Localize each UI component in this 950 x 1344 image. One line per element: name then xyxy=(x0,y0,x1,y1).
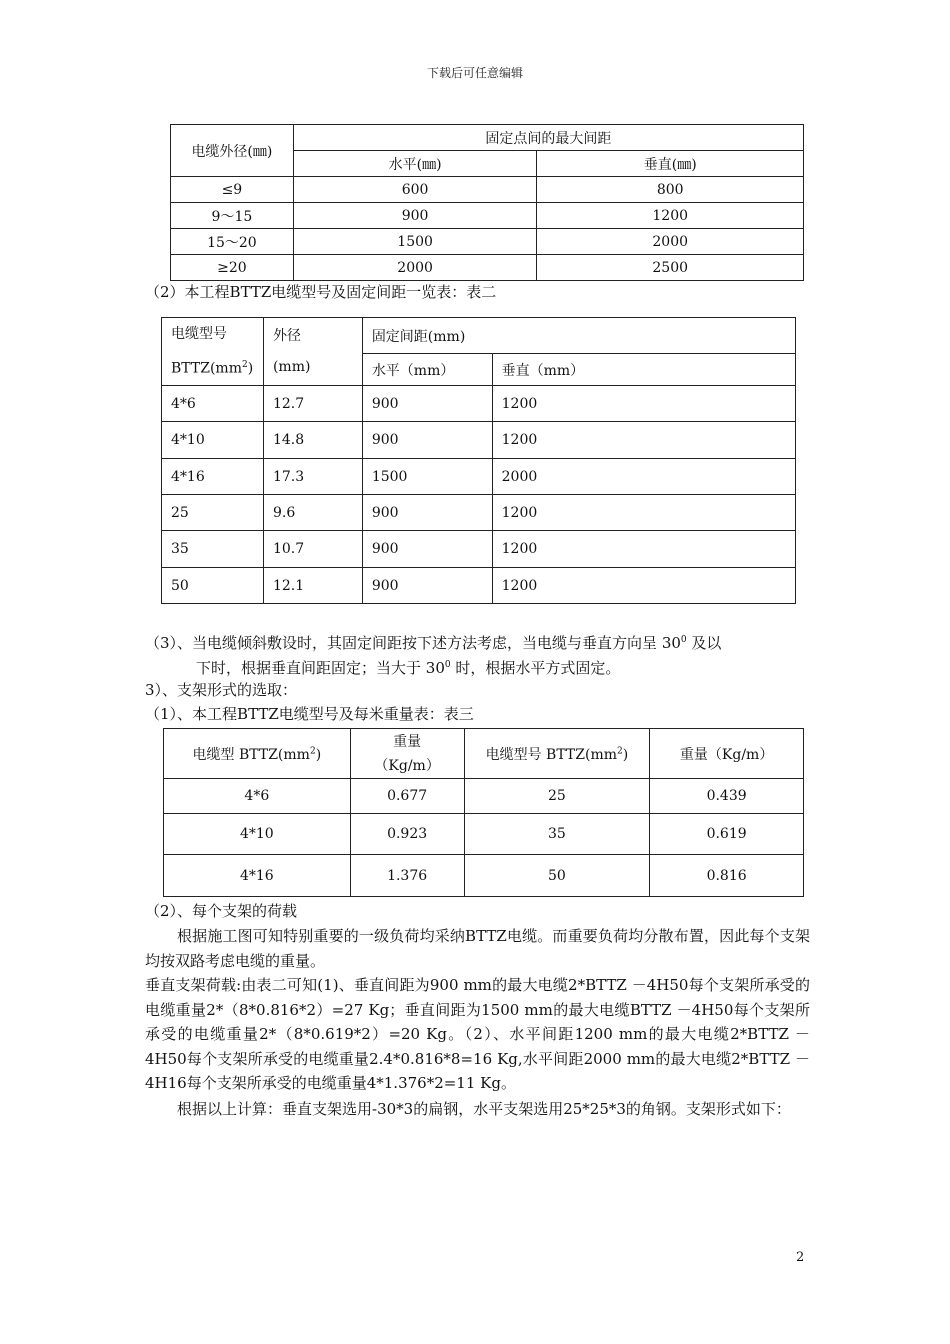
table-cell: 10.7 xyxy=(263,531,362,568)
model-header-line1: 电缆型号 xyxy=(171,325,227,342)
table-cell: 9.6 xyxy=(263,495,362,531)
degree-sup: 0 xyxy=(444,660,451,670)
table-cell: 900 xyxy=(362,531,492,568)
table-cell: 600 xyxy=(293,177,537,203)
cable-weight-table xyxy=(163,728,804,897)
table-cell: 35 xyxy=(464,814,650,855)
table-cell: ≥20 xyxy=(171,255,294,281)
table-cell: 4*10 xyxy=(162,422,264,459)
model-header xyxy=(164,729,351,779)
table-row xyxy=(171,229,804,255)
table-cell: 1500 xyxy=(362,459,492,495)
table-cell: 50 xyxy=(464,855,650,897)
paragraph-vertical-load: 垂直支架荷载:由表二可知(1)、垂直间距为900 mm的最大电缆2*BTTZ －4H50每个支架所承受的电缆重量2*（8*0.816*2）=27 Kg；垂直间距为1500 mm的最大电缆BTTZ －4H50每个支架所承受的电缆重量2*（8*0.619*2）=20 Kg。（2）、水平间距1200 mm的最大电缆2*BTTZ －4H50每个支架所承受的电缆重量2.4*0.816*8=16 Kg,水平间距2000 mm的最大电缆2*BTTZ －4H16每个支架所承受的电缆重量4*1.376*2=11 Kg。 xyxy=(145,976,810,1092)
table-cell: 1200 xyxy=(492,422,795,459)
table-cell: 35 xyxy=(162,531,264,568)
note3-line1 xyxy=(145,629,721,655)
table-cell: 800 xyxy=(537,177,804,203)
table-row xyxy=(171,177,804,203)
table2-caption: （2）本工程BTTZ电缆型号及固定间距一览表：表二 xyxy=(145,283,497,301)
table-cell: 900 xyxy=(362,386,492,422)
horizontal-header: 水平（mm） xyxy=(362,354,492,386)
paragraph-load-intro: 根据施工图可知特别重要的一级负荷均采纳BTTZ电缆。而重要负荷均分散布置，因此每个支架均按双路考虑电缆的重量。 xyxy=(145,927,810,970)
table-cell: 1200 xyxy=(537,203,804,229)
model-header-unit: BTTZ(mm xyxy=(171,360,242,377)
table-row xyxy=(162,459,796,495)
table-cell: 2500 xyxy=(537,255,804,281)
table-cell: 14.8 xyxy=(263,422,362,459)
model-header-sup: 2 xyxy=(309,745,316,756)
diameter-header-line2: (mm) xyxy=(272,358,311,375)
table-cell: 4*6 xyxy=(164,779,351,814)
weight-header-2: 重量（Kg/m） xyxy=(650,729,804,779)
table-cell: 25 xyxy=(464,779,650,814)
table-cell: 12.7 xyxy=(263,386,362,422)
table-cell: 4*16 xyxy=(162,459,264,495)
diameter-header xyxy=(263,318,362,386)
table-cell: 2000 xyxy=(492,459,795,495)
table-cell: 1200 xyxy=(492,531,795,568)
note3-text-a: （3）、当电缆倾斜敷设时，其固定间距按下述方法考虑，当电缆与垂直方向呈 30 xyxy=(145,634,681,652)
cable-model-spacing-table xyxy=(161,317,796,604)
table-cell: 1200 xyxy=(492,386,795,422)
table-cell: 4*10 xyxy=(164,814,351,855)
table-cell: 900 xyxy=(362,422,492,459)
model-header-close: ) xyxy=(315,746,322,763)
load-section-title: （2）、每个支架的荷载 xyxy=(145,902,298,920)
table-cell: 12.1 xyxy=(263,568,362,604)
paragraph-conclusion: 根据以上计算：垂直支架选用-30*3的扁钢，水平支架选用25*25*3的角钢。支架形式如下： xyxy=(177,1100,791,1118)
table-cell: 0.923 xyxy=(350,814,464,855)
model-header-2-text: 电缆型号 BTTZ(mm xyxy=(485,746,617,763)
note3-line2 xyxy=(196,654,620,680)
model-header-2-sup: 2 xyxy=(617,745,623,756)
table-cell: 15～20 xyxy=(171,229,294,255)
table-cell: 50 xyxy=(162,568,264,604)
table-row xyxy=(162,531,796,568)
table-cell: 1200 xyxy=(492,568,795,604)
table-row xyxy=(171,203,804,229)
table-row xyxy=(162,568,796,604)
model-header-2 xyxy=(464,729,650,779)
note3-text-c: 下时，根据垂直间距固定；当大于 30 xyxy=(196,659,445,677)
table-cell: 900 xyxy=(362,495,492,531)
table3-caption: （1）、本工程BTTZ电缆型号及每米重量表：表三 xyxy=(145,705,474,723)
spacing-standard-table xyxy=(170,124,804,281)
note3-text-b: 及以 xyxy=(686,634,722,652)
max-spacing-header: 固定点间的最大间距 xyxy=(293,125,803,151)
model-header-line2 xyxy=(171,350,263,385)
table-cell: 0.619 xyxy=(650,814,804,855)
page-header: 下载后可任意编辑 xyxy=(426,66,523,80)
model-header-sup: 2 xyxy=(241,359,248,370)
model-header-text: 电缆型 BTTZ(mm xyxy=(192,746,310,763)
weight-header-line1: 重量 xyxy=(393,733,422,750)
cable-diameter-header: 电缆外径(㎜) xyxy=(171,125,294,177)
page-number: 2 xyxy=(796,1250,805,1265)
degree-sup: 0 xyxy=(680,635,687,645)
table-row xyxy=(162,422,796,459)
table-cell: 17.3 xyxy=(263,459,362,495)
table-cell: 900 xyxy=(362,568,492,604)
table-cell: 0.439 xyxy=(650,779,804,814)
vertical-header: 垂直(㎜) xyxy=(537,151,804,177)
table-cell: 4*6 xyxy=(162,386,264,422)
table-cell: 900 xyxy=(293,203,537,229)
table-cell: 4*16 xyxy=(164,855,351,897)
table-row xyxy=(162,495,796,531)
table-row xyxy=(164,855,804,897)
note3-text-d: 时，根据水平方式固定。 xyxy=(450,659,621,677)
table-cell: 1.376 xyxy=(350,855,464,897)
section3-title: 3）、支架形式的选取： xyxy=(145,681,298,699)
table-row xyxy=(162,386,796,422)
table-cell: ≤9 xyxy=(171,177,294,203)
diameter-header-line1: 外径 xyxy=(272,327,301,344)
table-cell: 9～15 xyxy=(171,203,294,229)
table-row xyxy=(164,779,804,814)
weight-header-line2: （Kg/m） xyxy=(374,757,440,774)
table-cell: 1500 xyxy=(293,229,537,255)
weight-header xyxy=(350,729,464,779)
table-cell: 0.677 xyxy=(350,779,464,814)
model-header-2-close: ) xyxy=(622,746,629,763)
model-header-close: ) xyxy=(247,360,254,377)
spacing-group-header: 固定间距(mm) xyxy=(362,318,795,354)
table-cell: 2000 xyxy=(537,229,804,255)
vertical-header: 垂直（mm） xyxy=(492,354,795,386)
table-row xyxy=(171,255,804,281)
table-cell: 2000 xyxy=(293,255,537,281)
table-cell: 25 xyxy=(162,495,264,531)
table-row xyxy=(164,814,804,855)
model-header xyxy=(162,318,264,386)
horizontal-header: 水平(㎜) xyxy=(293,151,537,177)
table-cell: 0.816 xyxy=(650,855,804,897)
table-cell: 1200 xyxy=(492,495,795,531)
